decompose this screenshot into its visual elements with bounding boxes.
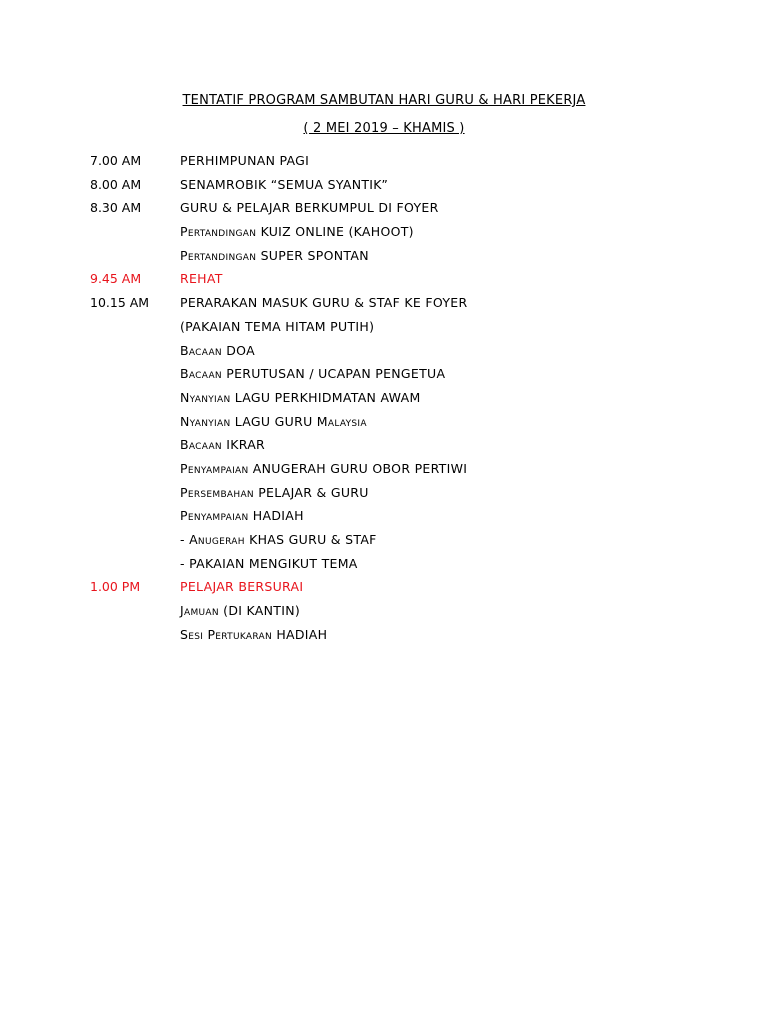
schedule-row <box>0 506 768 530</box>
schedule-row <box>0 483 768 507</box>
schedule-row <box>0 364 768 388</box>
schedule-row <box>0 388 768 412</box>
schedule-activity: - Anugerah KHAS GURU & STAF <box>180 532 377 547</box>
schedule-time: 7.00 AM <box>90 153 142 168</box>
schedule-row <box>0 317 768 341</box>
schedule-activity: Nyanyian LAGU GURU Malaysia <box>180 413 367 429</box>
schedule-row <box>0 554 768 578</box>
schedule-activity: Penyampaian ANUGERAH GURU OBOR PERTIWI <box>180 460 468 476</box>
schedule-row <box>0 601 768 625</box>
document-date: ( 2 MEI 2019 – KHAMIS ) <box>303 121 465 136</box>
schedule-row <box>0 412 768 436</box>
schedule-row <box>0 151 768 175</box>
schedule-activity: Jamuan (DI KANTIN) <box>180 603 301 619</box>
schedule-row <box>0 293 768 317</box>
schedule-activity: Nyanyian LAGU PERKHIDMATAN AWAM <box>180 389 421 405</box>
schedule-activity: REHAT <box>180 271 223 287</box>
schedule-activity: Sesi Pertukaran HADIAH <box>180 626 328 642</box>
schedule-row <box>0 222 768 246</box>
schedule-row <box>0 269 768 293</box>
schedule-activity: Pertandingan SUPER SPONTAN <box>180 247 369 263</box>
schedule-activity: SENAMROBIK “SEMUA SYANTIK” <box>180 176 389 192</box>
schedule-time: 10.15 AM <box>90 295 150 311</box>
schedule-time: 8.00 AM <box>90 176 142 192</box>
schedule-activity: (PAKAIAN TEMA HITAM PUTIH) <box>180 318 375 334</box>
schedule-row <box>0 530 768 554</box>
schedule-row <box>0 175 768 199</box>
schedule-time: 9.45 AM <box>90 271 142 287</box>
schedule-activity: GURU & PELAJAR BERKUMPUL DI FOYER <box>180 200 439 216</box>
schedule-time: 1.00 PM <box>90 579 141 595</box>
schedule-activity: PERHIMPUNAN PAGI <box>180 153 310 168</box>
schedule-activity: PERARAKAN MASUK GURU & STAF KE FOYER <box>180 295 468 311</box>
schedule-row <box>0 341 768 365</box>
schedule-activity: Penyampaian HADIAH <box>180 508 304 524</box>
schedule-row <box>0 198 768 222</box>
schedule-activity: - PAKAIAN MENGIKUT TEMA <box>180 555 358 571</box>
document-title: TENTATIF PROGRAM SAMBUTAN HARI GURU & HARI PEKERJA <box>182 93 586 108</box>
schedule-row <box>0 577 768 601</box>
schedule-activity: Persembahan PELAJAR & GURU <box>180 484 369 500</box>
schedule-activity: Pertandingan KUIZ ONLINE (KAHOOT) <box>180 224 414 240</box>
schedule-activity: Bacaan DOA <box>180 342 255 358</box>
schedule-time: 8.30 AM <box>90 200 142 216</box>
schedule-row <box>0 435 768 459</box>
schedule-row <box>0 459 768 483</box>
schedule-activity: PELAJAR BERSURAI <box>180 579 304 595</box>
schedule-row <box>0 625 768 649</box>
schedule-list <box>0 151 768 648</box>
schedule-activity: Bacaan IKRAR <box>180 437 266 453</box>
schedule-row <box>0 246 768 270</box>
schedule-activity: Bacaan PERUTUSAN / UCAPAN PENGETUA <box>180 366 446 382</box>
